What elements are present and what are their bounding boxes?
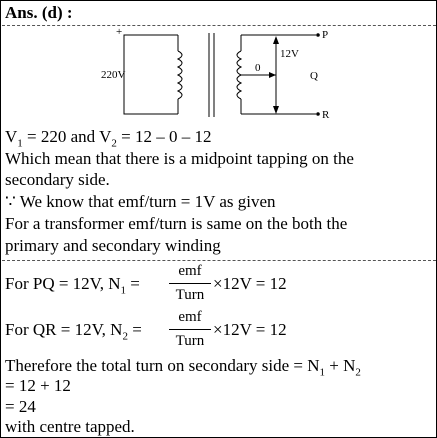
- primary-voltage-label: 220V: [101, 69, 126, 81]
- total-turns-line: Therefore the total turn on secondary side = $N_1 + N_2$: [5, 356, 361, 379]
- eq2-denominator: Turn: [175, 333, 205, 349]
- eq1-numerator: emf: [178, 263, 202, 279]
- text-line-2: Which mean that there is a midpoint tapping on the: [5, 149, 354, 168]
- terminal-R: [316, 112, 320, 116]
- secondary-coil: [237, 51, 241, 99]
- equation-pq: For PQ = 12V, $N_1$ =: [5, 274, 140, 297]
- center-tap-label: 0: [255, 62, 261, 74]
- text-line-6: primary and secondary winding: [5, 236, 221, 255]
- primary-wire: [124, 35, 178, 114]
- secondary-voltage-label: 12V: [280, 48, 299, 60]
- text-line-4: ∵ We know that emf/turn = 1V as given: [5, 192, 276, 211]
- top-divider: [2, 25, 436, 26]
- eq1-tail: ×12V = 12: [213, 274, 287, 293]
- transformer-diagram: [96, 27, 346, 127]
- label-Q: Q: [310, 70, 318, 82]
- label-R: R: [322, 109, 330, 121]
- because-symbol: ∵: [5, 192, 16, 211]
- arrow-head-down: [273, 106, 279, 114]
- primary-coil: [178, 51, 182, 99]
- eq2-fraction-bar: [169, 329, 211, 330]
- eq1-denominator: Turn: [175, 287, 205, 303]
- arrow-head-up: [273, 36, 279, 44]
- middle-divider: [2, 260, 436, 261]
- text-line-5: For a transformer emf/turn is same on the both the: [5, 214, 348, 233]
- eq2-tail: ×12V = 12: [213, 320, 287, 339]
- terminal-P: [316, 33, 320, 37]
- result-line: = 24: [5, 397, 36, 416]
- plus-sign: +: [116, 27, 123, 38]
- equation-qr: For QR = 12V, $N_2$ =: [5, 320, 142, 343]
- eq1-fraction-bar: [169, 283, 211, 284]
- text-line-3: secondary side.: [5, 170, 110, 189]
- answer-heading: Ans. (d) :: [5, 3, 73, 22]
- tap-arrow-head: [269, 72, 276, 78]
- eq2-numerator: emf: [178, 309, 202, 325]
- note-line: with centre tapped.: [5, 417, 135, 436]
- label-P: P: [322, 29, 329, 41]
- voltage-line: $V_1 = 220$ and $V_2 = 12 - 0 - 12$: [5, 127, 212, 150]
- sum-line: = 12 + 12: [5, 376, 71, 395]
